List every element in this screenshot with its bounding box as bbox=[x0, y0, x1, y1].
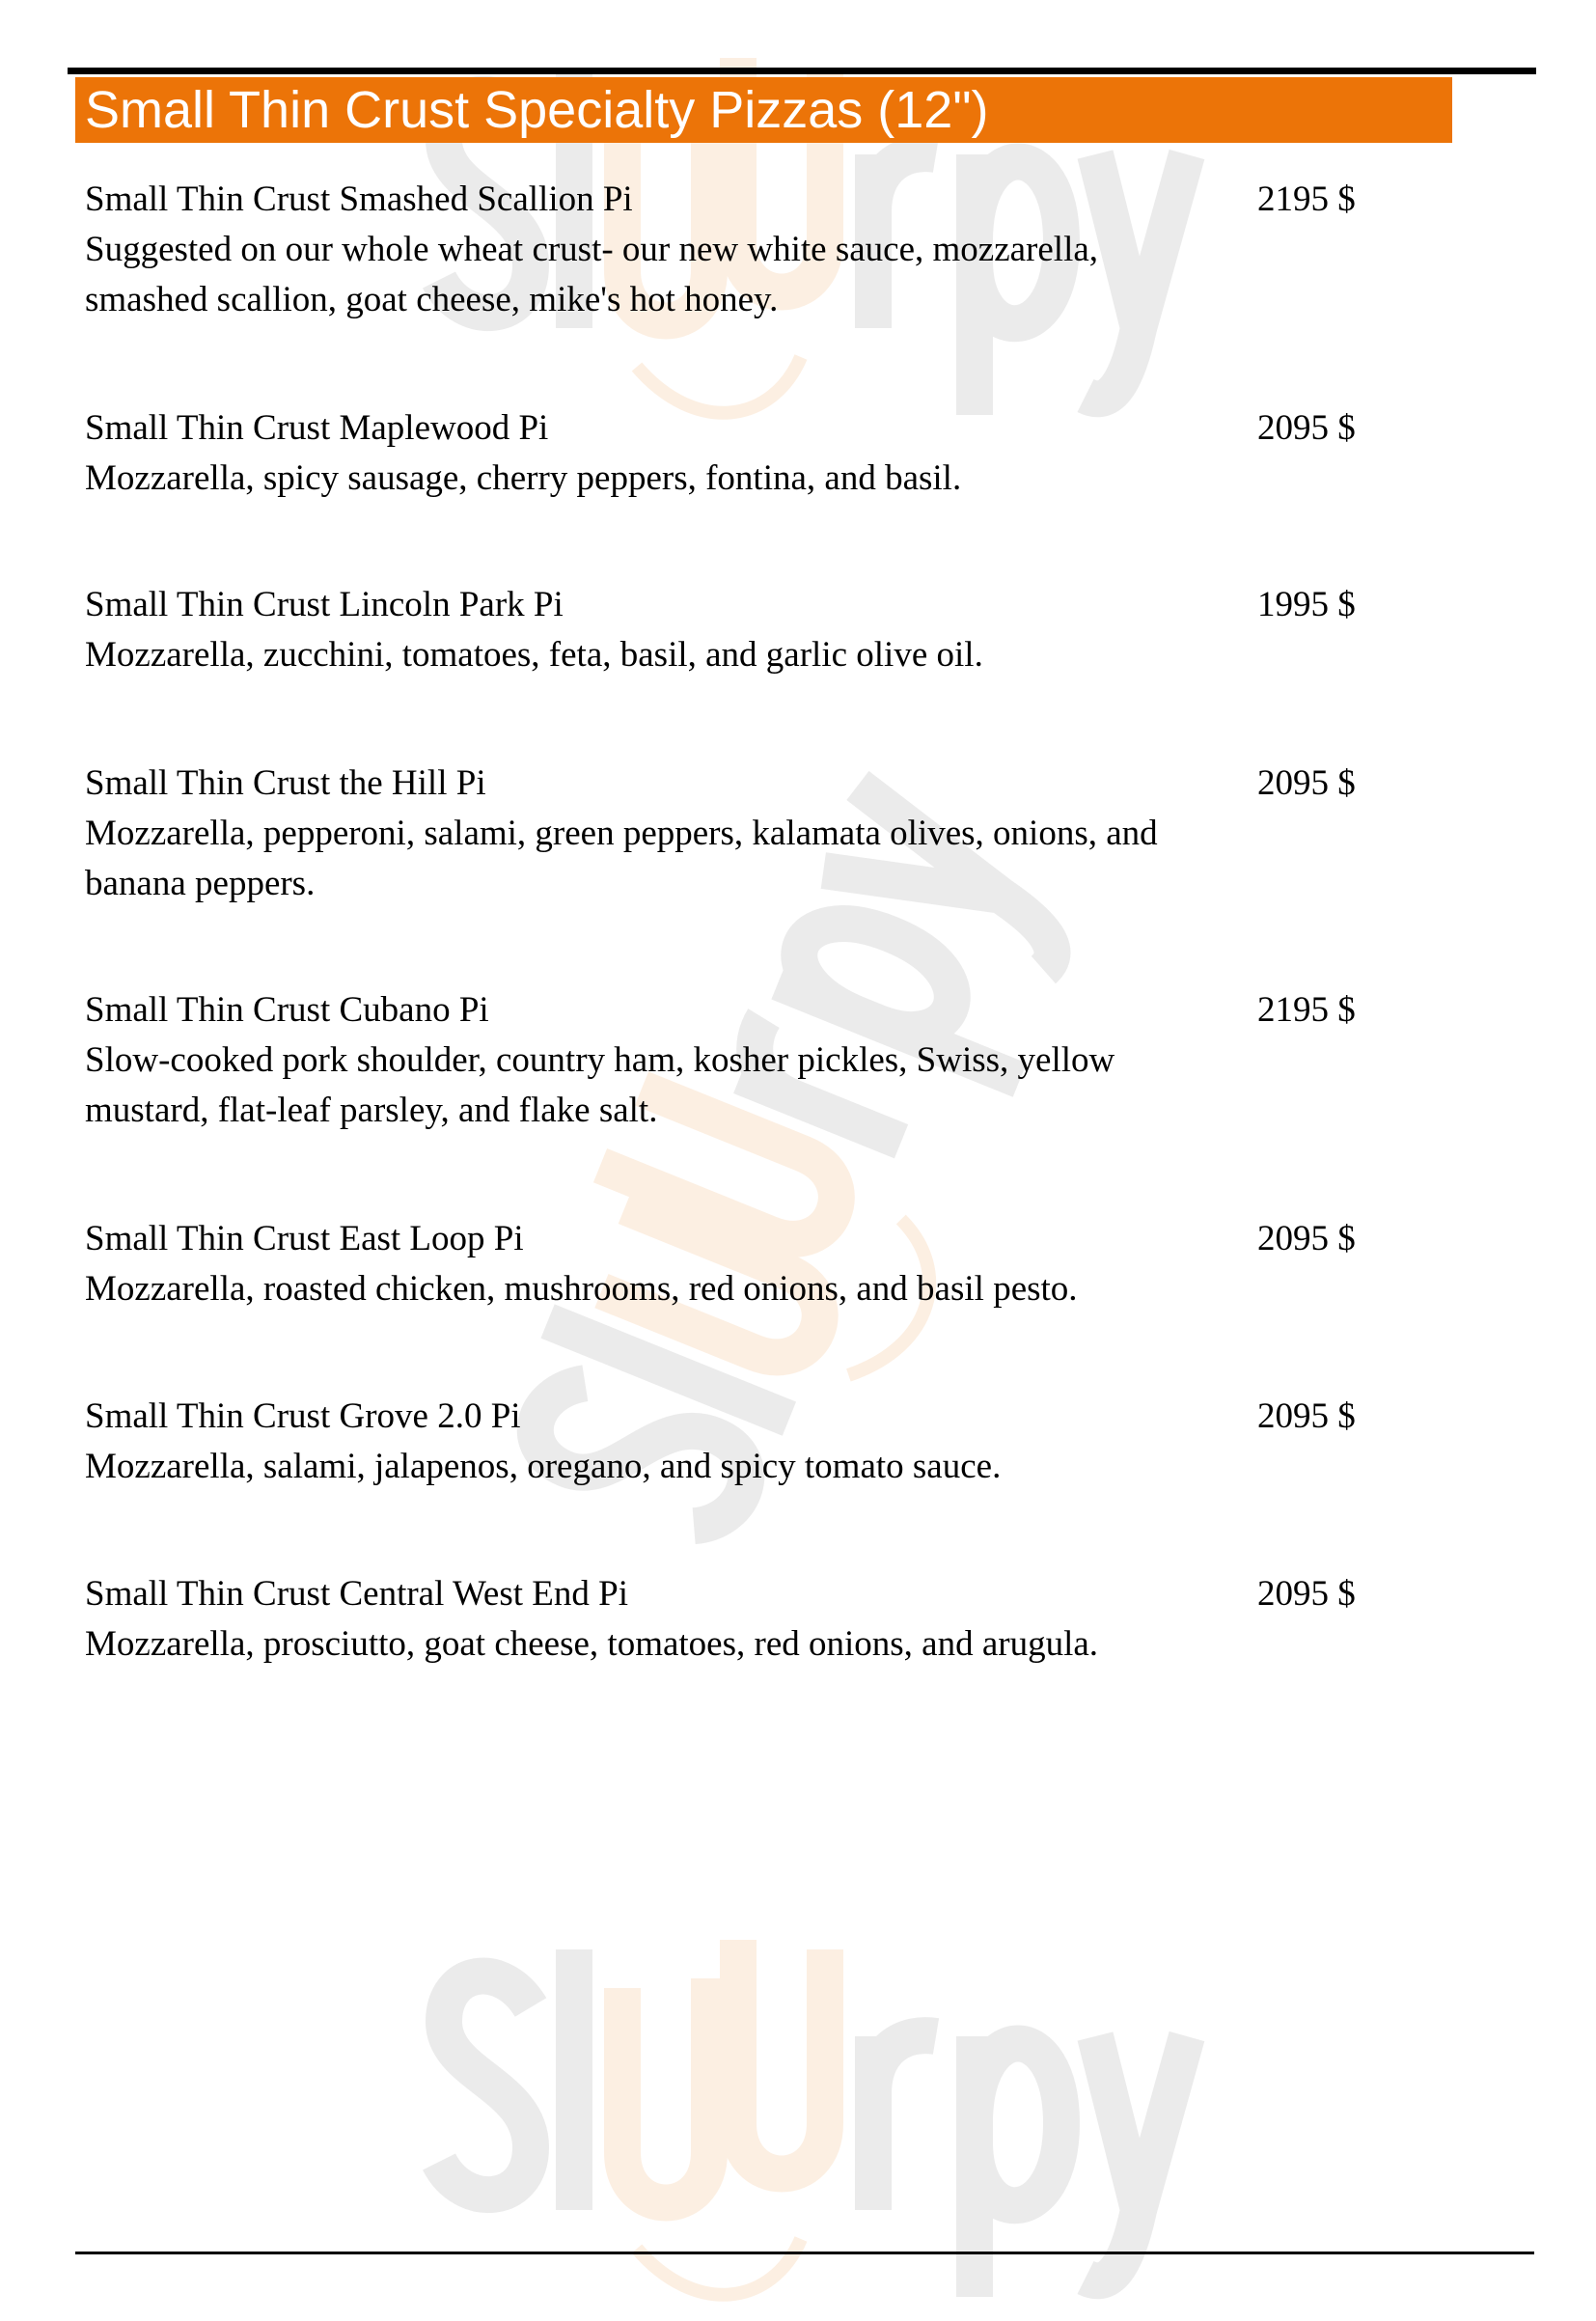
logo-letter-s bbox=[439, 1976, 531, 2196]
menu-item bbox=[85, 985, 1436, 1136]
item-price: 2095 $ bbox=[1257, 1574, 1356, 1614]
menu-item bbox=[85, 175, 1436, 325]
menu-item bbox=[85, 580, 1436, 680]
item-name: Small Thin Crust Maplewood Pi bbox=[85, 408, 549, 448]
bottom-divider bbox=[75, 2252, 1534, 2254]
menu-item bbox=[85, 1392, 1436, 1492]
item-description: Mozzarella, pepperoni, salami, green peppers, kalamata olives, onions, and banana peppers. bbox=[85, 814, 1158, 903]
item-description: Mozzarella, prosciutto, goat cheese, tomatoes, red onions, and arugula. bbox=[85, 1624, 1099, 1664]
item-description: Slow-cooked pork shoulder, country ham, kosher pickles, Swiss, yellow mustard, flat-leaf parsley, and flake salt. bbox=[85, 1040, 1115, 1130]
logo-letter-u1 bbox=[622, 1978, 709, 2203]
item-name: Small Thin Crust Lincoln Park Pi bbox=[85, 585, 564, 624]
item-name: Small Thin Crust East Loop Pi bbox=[85, 1219, 524, 1258]
logo-letter-r bbox=[873, 2035, 936, 2210]
menu-item bbox=[85, 759, 1436, 909]
item-description: Suggested on our whole wheat crust- our new white sauce, mozzarella, smashed scallion, goat cheese, mike's hot honey. bbox=[85, 230, 1099, 319]
logo-smile bbox=[637, 2239, 801, 2295]
item-name: Small Thin Crust Smashed Scallion Pi bbox=[85, 180, 633, 219]
item-description: Mozzarella, spicy sausage, cherry peppers, fontina, and basil. bbox=[85, 458, 962, 498]
menu-item bbox=[85, 1569, 1436, 1670]
item-name: Small Thin Crust Central West End Pi bbox=[85, 1574, 628, 1614]
item-price: 2195 $ bbox=[1257, 180, 1356, 219]
item-description: Mozzarella, roasted chicken, mushrooms, red onions, and basil pesto. bbox=[85, 1269, 1078, 1309]
item-name: Small Thin Crust Grove 2.0 Pi bbox=[85, 1396, 521, 1436]
logo-letter-p bbox=[975, 2036, 1061, 2297]
menu-item bbox=[85, 403, 1436, 504]
section-header bbox=[75, 77, 1452, 143]
item-name: Small Thin Crust Cubano Pi bbox=[85, 990, 489, 1030]
item-description: Mozzarella, salami, jalapenos, oregano, and spicy tomato sauce. bbox=[85, 1447, 1002, 1486]
item-price: 2095 $ bbox=[1257, 408, 1356, 448]
item-price: 2095 $ bbox=[1257, 1396, 1356, 1436]
item-price: 2095 $ bbox=[1257, 763, 1356, 803]
item-name: Small Thin Crust the Hill Pi bbox=[85, 763, 486, 803]
item-description: Mozzarella, zucchini, tomatoes, feta, basil, and garlic olive oil. bbox=[85, 635, 983, 675]
top-divider bbox=[68, 68, 1536, 74]
section-title: Small Thin Crust Specialty Pizzas (12") bbox=[85, 81, 989, 139]
item-price: 2195 $ bbox=[1257, 990, 1356, 1030]
logo-letter-y bbox=[1086, 2036, 1187, 2280]
watermark-logo-bottom bbox=[386, 1930, 1254, 2316]
item-price: 1995 $ bbox=[1257, 585, 1356, 624]
menu-item bbox=[85, 1214, 1436, 1314]
item-price: 2095 $ bbox=[1257, 1219, 1356, 1258]
logo-letter-u2 bbox=[738, 1940, 825, 2174]
